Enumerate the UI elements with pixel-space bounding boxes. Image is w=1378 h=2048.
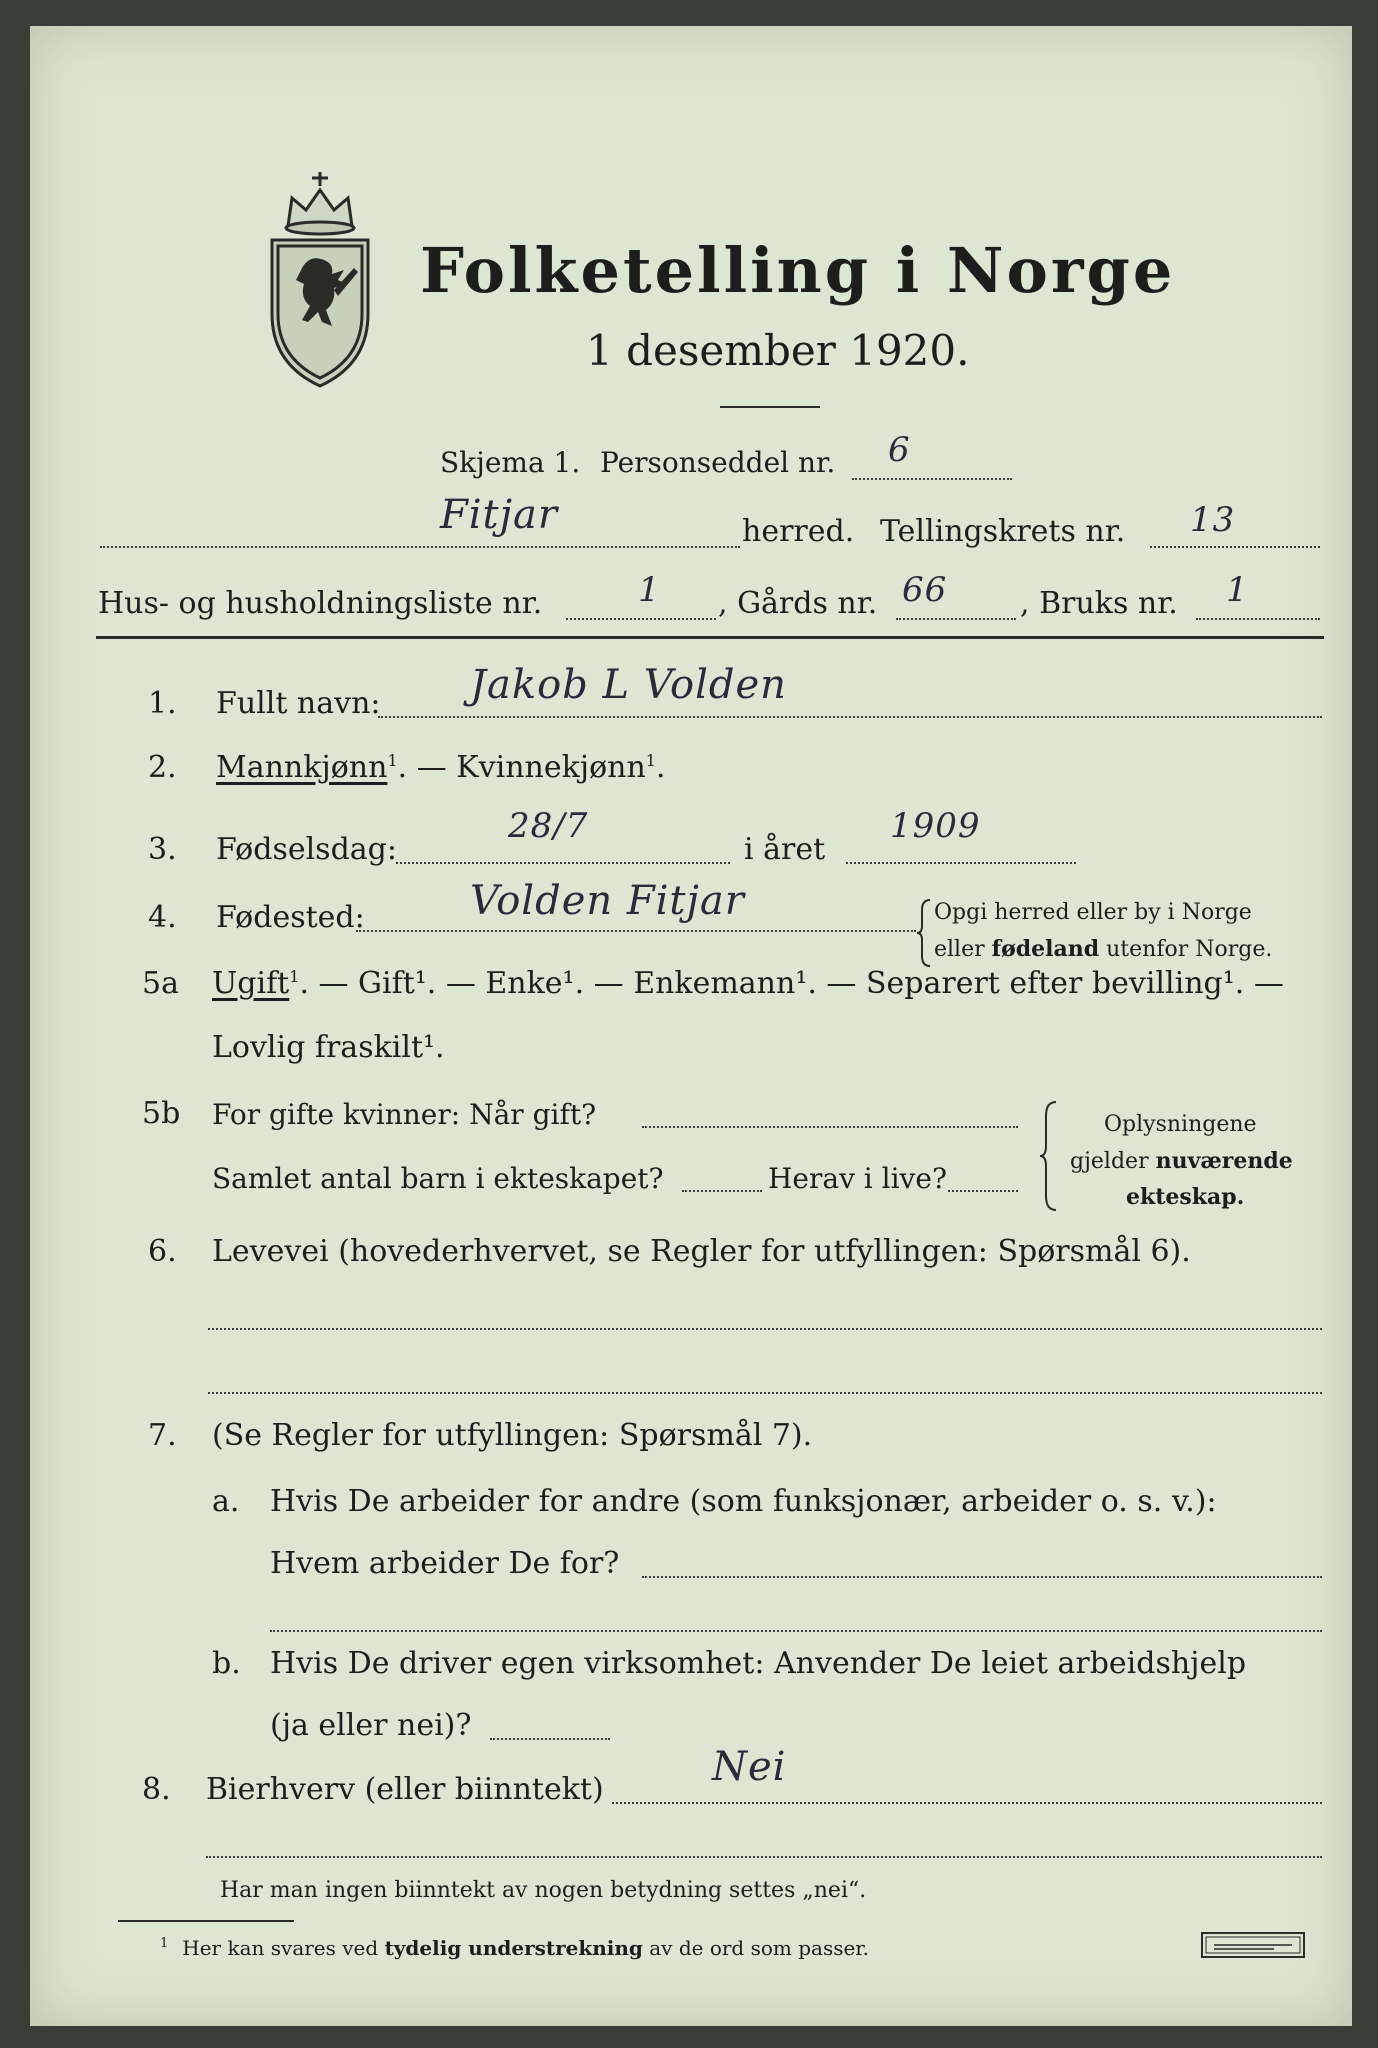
q1-line [378, 716, 1322, 718]
q4-note-text-end: utenfor Norge. [1099, 937, 1273, 962]
q1-label: Fullt navn: [216, 686, 381, 721]
footnote-ref: 1 [645, 751, 656, 770]
personseddel-label: Personseddel nr. [600, 446, 836, 479]
q3-line [396, 862, 730, 864]
footnote [160, 1936, 869, 1960]
footnote-rule [118, 1920, 294, 1922]
gards-value[interactable]: 66 [902, 570, 948, 610]
printer-stamp-icon [1200, 1930, 1306, 1960]
q8-note: Har man ingen biinntekt av nogen betydning settes „nei“. [220, 1878, 867, 1903]
gender-mann[interactable]: Mannkjønn [216, 750, 388, 785]
q4-note-text: eller [934, 937, 992, 962]
tellingskrets-value[interactable]: 13 [1190, 500, 1236, 540]
birthplace-value[interactable]: Volden Fitjar [470, 878, 745, 924]
bierhverv-value[interactable]: Nei [712, 1744, 787, 1790]
q7a-line2: Hvem arbeider De for? [270, 1546, 620, 1581]
q5b-note-bold: nuværende [1155, 1148, 1293, 1174]
husholdningsliste-line [566, 618, 716, 620]
footnote-ref: 1 [289, 967, 300, 986]
form-date: 1 desember 1920. [586, 326, 970, 375]
husholdningsliste-label: Hus- og husholdningsliste nr. [98, 586, 543, 621]
full-name-value[interactable]: Jakob L Volden [470, 662, 787, 708]
q4-note-line1: Opgi herred eller by i Norge [934, 900, 1252, 925]
gards-line [896, 618, 1016, 620]
footnote-bold: tydelig understrekning [384, 1936, 643, 1960]
herred-label: herred. [742, 514, 855, 549]
skjema-label: Skjema 1. [440, 446, 581, 479]
q5b-alive-line [948, 1190, 1018, 1192]
q5a-line2[interactable]: Lovlig fraskilt¹. [212, 1030, 445, 1065]
q7-number: 7. [148, 1418, 177, 1453]
q4-label: Fødested: [216, 900, 365, 935]
footnote-ref: 1 [387, 751, 398, 770]
q7a-line1: Hvis De arbeider for andre (som funksjonær, arbeider o. s. v.): [270, 1484, 1217, 1519]
q8-label: Bierhverv (eller biinntekt) [206, 1772, 604, 1807]
q1-number: 1. [148, 686, 177, 721]
q3-number: 3. [148, 832, 177, 867]
q7-label: (Se Regler for utfyllingen: Spørsmål 7). [212, 1418, 813, 1453]
q7a-extra-line [270, 1630, 1322, 1632]
q6-label: Levevei (hovederhvervet, se Regler for utfyllingen: Spørsmål 6). [212, 1234, 1191, 1269]
footnote-text-end: av de ord som passer. [642, 1936, 870, 1960]
q6-line1 [208, 1328, 1322, 1330]
q5a-options [212, 966, 1284, 1001]
q4-note-line2 [934, 936, 1272, 962]
q7b-line1: Hvis De driver egen virksomhet: Anvender De leiet arbeidshjelp [270, 1646, 1247, 1681]
q7b-answer-line [490, 1738, 610, 1740]
curly-brace-icon [1038, 1100, 1058, 1212]
norway-coat-of-arms-icon [262, 164, 378, 394]
q2-number: 2. [148, 750, 177, 785]
q5a-number: 5a [142, 966, 179, 1001]
q5b-married-line [642, 1126, 1018, 1128]
footnote-text: Her kan svares ved [182, 1936, 385, 1960]
herred-line [100, 546, 740, 548]
q7a-employer-line [642, 1576, 1322, 1578]
q3-label: Fødselsdag: [216, 832, 397, 867]
herred-value[interactable]: Fitjar [440, 492, 558, 538]
q5b-note-text: gjelder [1070, 1149, 1156, 1174]
q3-year-label: i året [744, 832, 826, 867]
q4-note-bold: fødeland [991, 936, 1100, 962]
header-separator [96, 636, 1324, 639]
q5b-note-line2 [1070, 1148, 1293, 1174]
tellingskrets-label: Tellingskrets nr. [880, 514, 1126, 549]
q4-line [356, 930, 916, 932]
census-form-page [30, 26, 1352, 2026]
q5b-line2a: Samlet antal barn i ekteskapet? [212, 1162, 664, 1195]
q5b-note-line1: Oplysningene [1104, 1112, 1257, 1137]
tellingskrets-line [1150, 546, 1320, 548]
bruks-label: , Bruks nr. [1020, 586, 1178, 621]
footnote-mark: 1 [160, 1936, 169, 1952]
q5b-note-line3: ekteskap. [1126, 1184, 1245, 1210]
q7b-line2: (ja eller nei)? [270, 1708, 472, 1743]
title-divider [720, 406, 820, 408]
q5b-line1: For gifte kvinner: Når gift? [212, 1098, 597, 1131]
q4-number: 4. [148, 900, 177, 935]
gender-separator: . — [397, 750, 457, 785]
q7a-letter: a. [212, 1484, 240, 1519]
bruks-value[interactable]: 1 [1226, 570, 1249, 610]
gards-label: , Gårds nr. [718, 586, 878, 621]
q5b-line2b: Herav i live? [768, 1162, 947, 1195]
curly-brace-icon [916, 898, 932, 968]
q6-line2 [208, 1392, 1322, 1394]
husholdningsliste-value[interactable]: 1 [638, 570, 661, 610]
status-ugift[interactable]: Ugift [212, 966, 290, 1001]
q7b-letter: b. [212, 1646, 241, 1681]
form-title: Folketelling i Norge [420, 234, 1176, 307]
q3-year-line [846, 862, 1076, 864]
status-rest[interactable]: . — Gift¹. — Enke¹. — Enkemann¹. — Separert efter bevilling¹. — [299, 966, 1284, 1001]
q5b-number: 5b [142, 1096, 181, 1131]
gender-end: . [655, 750, 666, 785]
personseddel-line [852, 478, 1012, 480]
birthdate-value[interactable]: 28/7 [508, 806, 589, 846]
q5b-children-line [682, 1190, 762, 1192]
q6-number: 6. [148, 1234, 177, 1269]
birthyear-value[interactable]: 1909 [890, 806, 981, 846]
personseddel-value[interactable]: 6 [888, 430, 911, 470]
q2-gender-options [216, 750, 666, 785]
gender-kvinne[interactable]: Kvinnekjønn [456, 750, 646, 785]
q8-line [612, 1802, 1322, 1804]
bruks-line [1196, 618, 1320, 620]
q8-number: 8. [142, 1772, 171, 1807]
q8-extra-line [206, 1856, 1322, 1858]
